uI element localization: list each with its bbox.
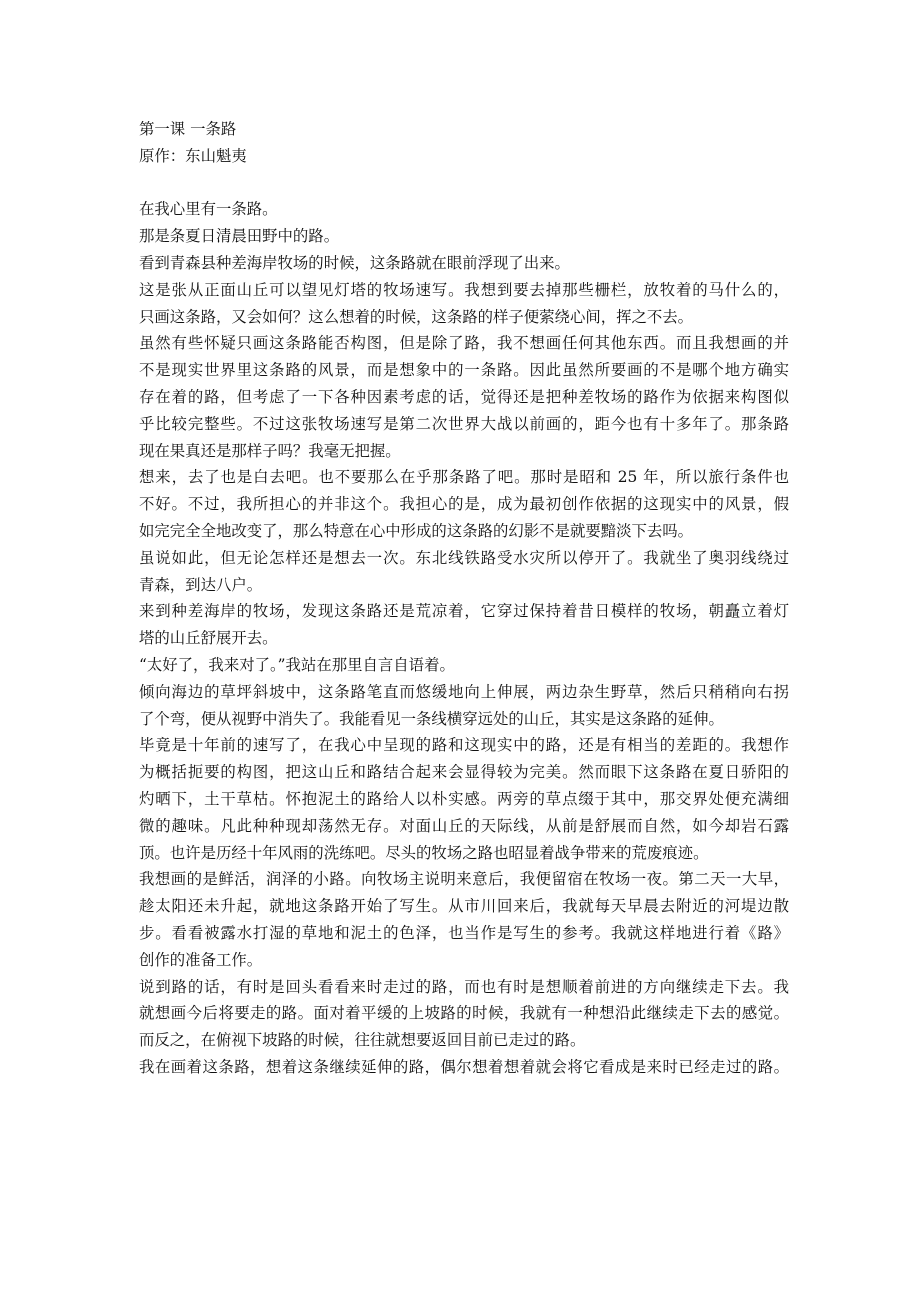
text-line: 存在着的路，但考虑了一下各种因素考虑的话，觉得还是把种差牧场的路作为依据来构图似 (139, 387, 789, 406)
text-line: 这是张从正面山丘可以望见灯塔的牧场速写。我想到要去掉那些栅栏，放牧着的马什么的， (139, 280, 789, 299)
text-line: 青森，到达八户。 (139, 575, 263, 594)
text-line: 微的趣味。凡此种种现却荡然无存。对面山丘的天际线，从前是舒展而自然，如今却岩石露 (139, 816, 789, 835)
blank-line (139, 170, 789, 197)
text-line: 毕竟是十年前的速写了，在我心中呈现的路和这现实中的路，还是有相当的差距的。我想作 (139, 736, 789, 755)
text-line: 来到种差海岸的牧场，发现这条路还是荒凉着，它穿过保持着昔日模样的牧场，朝矗立着灯 (139, 602, 789, 621)
text-line: 而反之，在俯视下坡路的时候，往往就想要返回目前已走过的路。 (139, 1031, 586, 1050)
document-body (139, 116, 789, 1081)
text-line: 虽说如此，但无论怎样还是想去一次。东北线铁路受水灾所以停开了。我就坐了奥羽线绕过 (139, 548, 789, 567)
text-line: 虽然有些怀疑只画这条路能否构图，但是除了路，我不想画任何其他东西。而且我想画的并 (139, 334, 789, 353)
text-line: 趁太阳还未升起，就地这条路开始了写生。从市川回来后，我就每天早晨去附近的河堤边散 (139, 897, 789, 916)
lesson-title: 第一课 一条路 (139, 120, 237, 138)
text-line: 为概括扼要的构图，把这山丘和路结合起来会显得较为完美。然而眼下这条路在夏日骄阳的 (139, 763, 789, 782)
text-line: 创作的准备工作。 (139, 950, 263, 969)
text-line: 顶。也许是历经十年风雨的洗练吧。尽头的牧场之路也昭显着战争带来的荒废痕迹。 (139, 843, 709, 862)
text-line: 不好。不过，我所担心的并非这个。我担心的是，成为最初创作依据的这现实中的风景，假 (139, 495, 789, 514)
text-line: 说到路的话，有时是回头看看来时走过的路，而也有时是想顺着前进的方向继续走下去。我 (139, 977, 789, 996)
text-line: 了个弯，便从视野中消失了。我能看见一条线横穿远处的山丘，其实是这条路的延伸。 (139, 709, 724, 728)
text-line: “太好了，我来对了。”我站在那里自言自语着。 (139, 655, 455, 674)
text-line: 不是现实世界里这条路的风景，而是想象中的一条路。因此虽然所要画的不是哪个地方确实 (139, 361, 789, 380)
text-line: 塔的山丘舒展开去。 (139, 629, 278, 648)
text-line: 我在画着这条路，想着这条继续延伸的路，偶尔想着想着就会将它看成是来时已经走过的路。 (139, 1057, 789, 1076)
text-line: 乎比较完整些。不过这张牧场速写是第二次世界大战以前画的，距今也有十多年了。那条路 (139, 414, 789, 433)
text-line: 现在果真还是那样子吗？我毫无把握。 (139, 441, 401, 460)
text-line: 只画这条路，又会如何？这么想着的时候，这条路的样子便萦绕心间，挥之不去。 (139, 307, 694, 326)
text-line: 灼晒下，土干草枯。怀抱泥土的路给人以朴实感。两旁的草点缀于其中，那交界处便充满细 (139, 789, 789, 808)
text-line: 在我心里有一条路。 (139, 200, 278, 219)
author-line: 原作：东山魁夷 (139, 146, 247, 165)
text-line: 就想画今后将要走的路。面对着平缓的上坡路的时候，我就有一种想沿此继续走下去的感觉。 (139, 1004, 789, 1023)
text-line: 倾向海边的草坪斜坡中，这条路笔直而悠缓地向上伸展，两边杂生野草，然后只稍稍向右拐 (139, 682, 789, 701)
text-line: 我想画的是鲜活，润泽的小路。向牧场主说明来意后，我便留宿在牧场一夜。第二天一大早， (139, 870, 789, 889)
text-line: 如完完全全地改变了，那么特意在心中形成的这条路的幻影不是就要黯淡下去吗。 (139, 521, 694, 540)
text-line: 那是条夏日清晨田野中的路。 (139, 227, 340, 246)
text-line: 想来，去了也是白去吧。也不要那么在乎那条路了吧。那时是昭和 25 年，所以旅行条件也 (139, 468, 789, 487)
text-line: 看到青森县种差海岸牧场的时候，这条路就在眼前浮现了出来。 (139, 253, 570, 272)
text-line: 步。看看被露水打湿的草地和泥土的色泽，也当作是写生的参考。我就这样地进行着《路》 (139, 923, 789, 942)
